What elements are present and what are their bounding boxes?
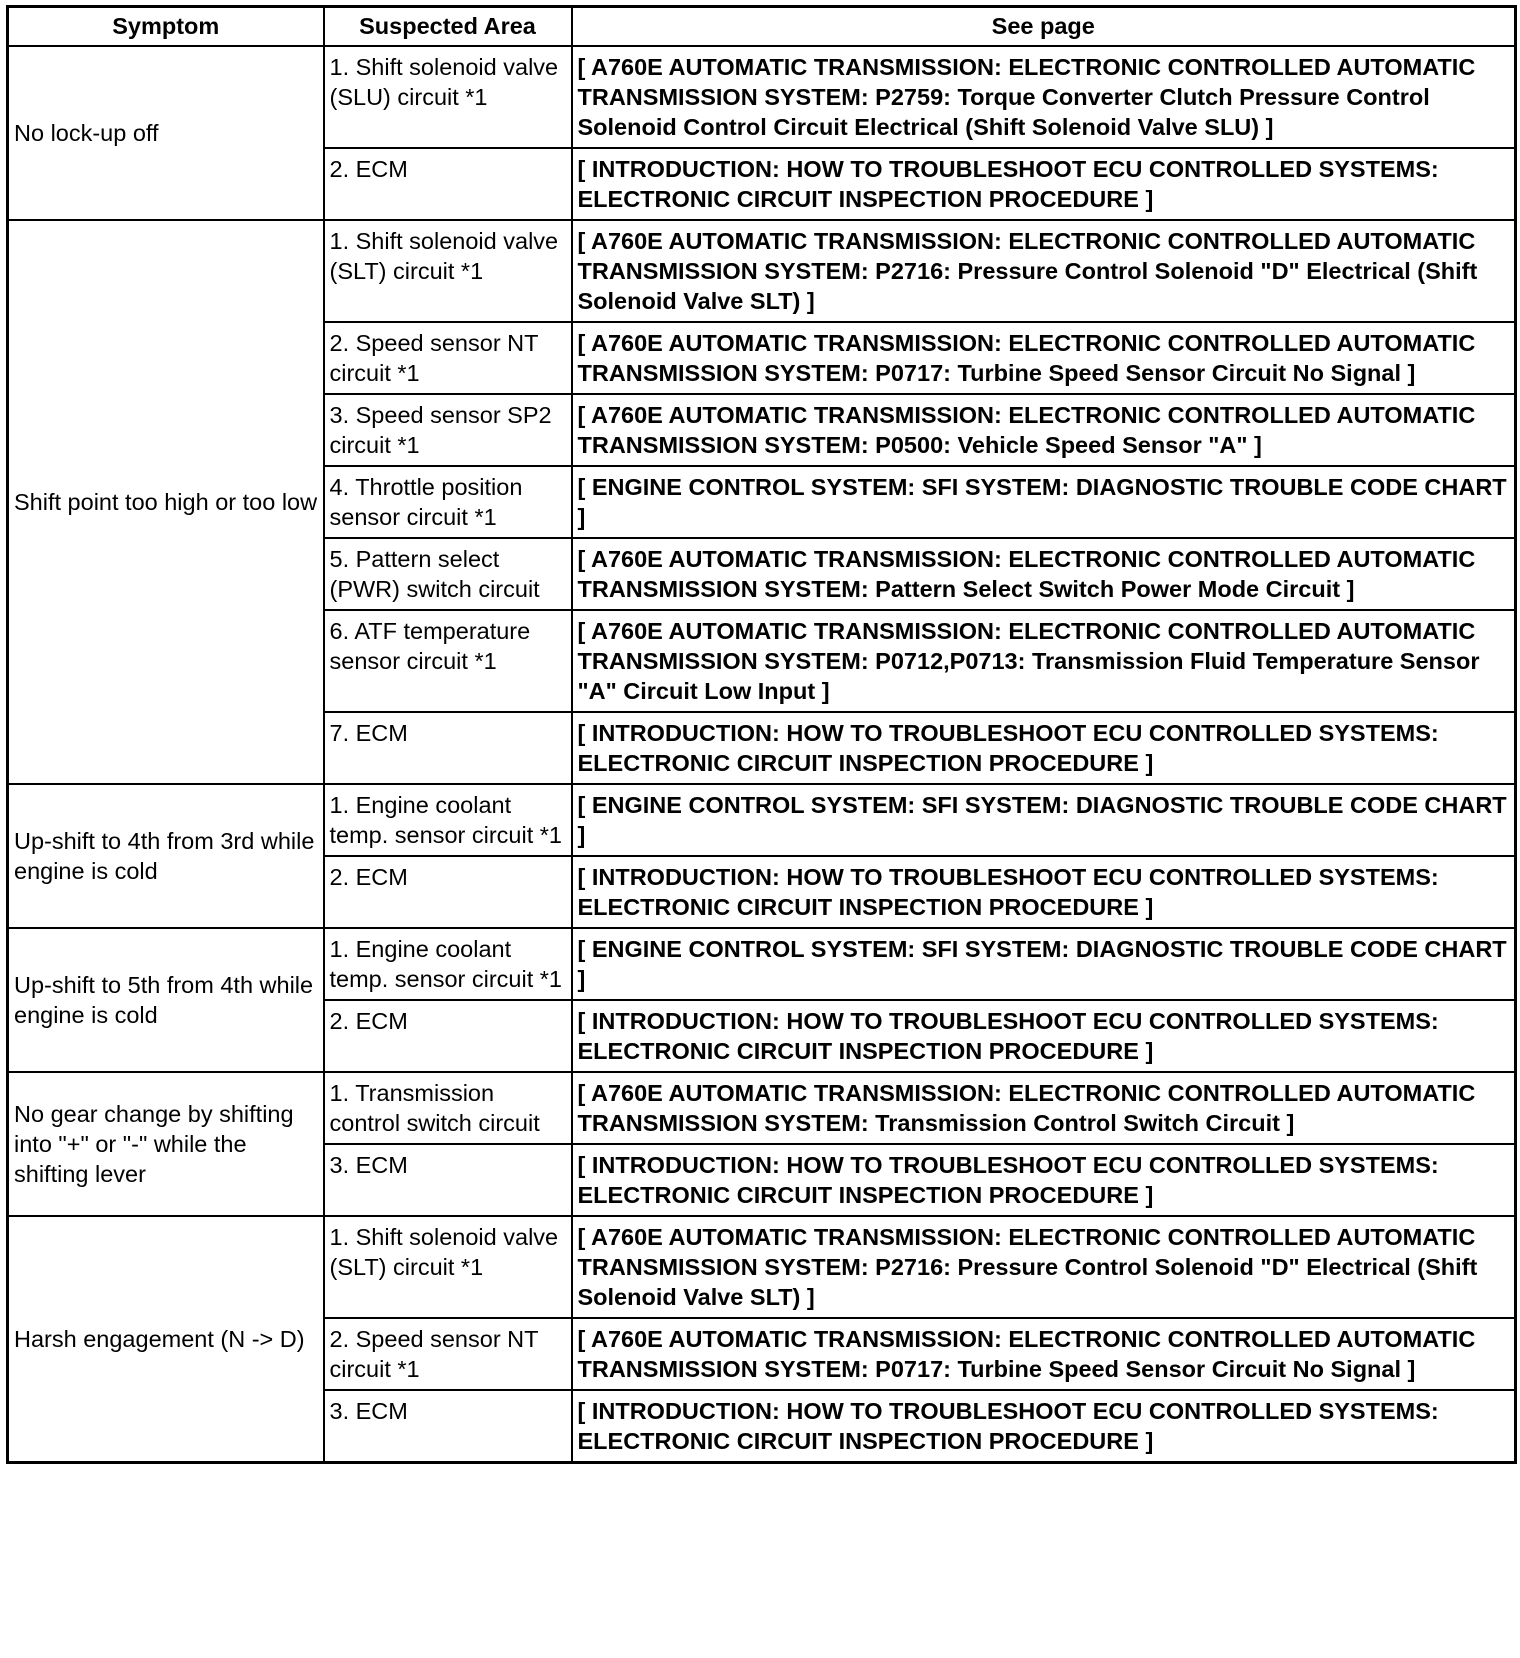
suspected-area-cell: 1. Transmission control switch circuit	[324, 1072, 572, 1144]
suspected-area-cell: 5. Pattern select (PWR) switch circuit	[324, 538, 572, 610]
see-page-reference-cell: [ A760E AUTOMATIC TRANSMISSION: ELECTRONIC CONTROLLED AUTOMATIC TRANSMISSION SYSTEM: P2716: Pressure Control Solenoid "D" Electrical (Shift Solenoid Valve SLT) ]	[572, 220, 1516, 322]
column-header-symptom: Symptom	[8, 7, 324, 47]
suspected-area-cell: 3. ECM	[324, 1144, 572, 1216]
suspected-area-cell: 6. ATF temperature sensor circuit *1	[324, 610, 572, 712]
symptom-cell: Up-shift to 4th from 3rd while engine is cold	[8, 784, 324, 928]
column-header-suspected-area: Suspected Area	[324, 7, 572, 47]
see-page-reference-cell: [ INTRODUCTION: HOW TO TROUBLESHOOT ECU CONTROLLED SYSTEMS: ELECTRONIC CIRCUIT INSPECTION PROCEDURE ]	[572, 148, 1516, 220]
table-row	[8, 1216, 1516, 1318]
see-page-reference-cell: [ INTRODUCTION: HOW TO TROUBLESHOOT ECU CONTROLLED SYSTEMS: ELECTRONIC CIRCUIT INSPECTION PROCEDURE ]	[572, 1144, 1516, 1216]
symptom-cell: Shift point too high or too low	[8, 220, 324, 784]
see-page-reference-cell: [ A760E AUTOMATIC TRANSMISSION: ELECTRONIC CONTROLLED AUTOMATIC TRANSMISSION SYSTEM: P2759: Torque Converter Clutch Pressure Control Solenoid Control Circuit Electrical (Shift Solenoid Valve SLU) ]	[572, 46, 1516, 148]
symptom-cell: No gear change by shifting into "+" or "-" while the shifting lever	[8, 1072, 324, 1216]
see-page-reference-cell: [ A760E AUTOMATIC TRANSMISSION: ELECTRONIC CONTROLLED AUTOMATIC TRANSMISSION SYSTEM: P0717: Turbine Speed Sensor Circuit No Signal ]	[572, 322, 1516, 394]
suspected-area-cell: 4. Throttle position sensor circuit *1	[324, 466, 572, 538]
table-row	[8, 928, 1516, 1000]
suspected-area-cell: 3. Speed sensor SP2 circuit *1	[324, 394, 572, 466]
see-page-reference-cell: [ ENGINE CONTROL SYSTEM: SFI SYSTEM: DIAGNOSTIC TROUBLE CODE CHART ]	[572, 466, 1516, 538]
see-page-reference-cell: [ A760E AUTOMATIC TRANSMISSION: ELECTRONIC CONTROLLED AUTOMATIC TRANSMISSION SYSTEM: P0712,P0713: Transmission Fluid Temperature Sensor "A" Circuit Low Input ]	[572, 610, 1516, 712]
suspected-area-cell: 1. Engine coolant temp. sensor circuit *1	[324, 928, 572, 1000]
see-page-reference-cell: [ A760E AUTOMATIC TRANSMISSION: ELECTRONIC CONTROLLED AUTOMATIC TRANSMISSION SYSTEM: P0717: Turbine Speed Sensor Circuit No Signal ]	[572, 1318, 1516, 1390]
suspected-area-cell: 1. Shift solenoid valve (SLU) circuit *1	[324, 46, 572, 148]
suspected-area-cell: 2. Speed sensor NT circuit *1	[324, 1318, 572, 1390]
table-body	[8, 46, 1516, 1463]
column-header-see-page: See page	[572, 7, 1516, 47]
symptom-cell: No lock-up off	[8, 46, 324, 220]
table-row	[8, 1072, 1516, 1144]
suspected-area-cell: 1. Engine coolant temp. sensor circuit *1	[324, 784, 572, 856]
symptom-cell: Harsh engagement (N -> D)	[8, 1216, 324, 1463]
document-page	[6, 5, 1514, 1653]
table-header-row	[8, 7, 1516, 47]
suspected-area-cell: 2. ECM	[324, 1000, 572, 1072]
suspected-area-cell: 1. Shift solenoid valve (SLT) circuit *1	[324, 1216, 572, 1318]
suspected-area-cell: 2. ECM	[324, 148, 572, 220]
see-page-reference-cell: [ ENGINE CONTROL SYSTEM: SFI SYSTEM: DIAGNOSTIC TROUBLE CODE CHART ]	[572, 784, 1516, 856]
symptom-cell: Up-shift to 5th from 4th while engine is cold	[8, 928, 324, 1072]
table-row	[8, 220, 1516, 322]
suspected-area-cell: 7. ECM	[324, 712, 572, 784]
suspected-area-cell: 1. Shift solenoid valve (SLT) circuit *1	[324, 220, 572, 322]
suspected-area-cell: 2. ECM	[324, 856, 572, 928]
suspected-area-cell: 3. ECM	[324, 1390, 572, 1463]
suspected-area-cell: 2. Speed sensor NT circuit *1	[324, 322, 572, 394]
troubleshooting-table	[6, 5, 1517, 1464]
see-page-reference-cell: [ INTRODUCTION: HOW TO TROUBLESHOOT ECU CONTROLLED SYSTEMS: ELECTRONIC CIRCUIT INSPECTION PROCEDURE ]	[572, 712, 1516, 784]
see-page-reference-cell: [ INTRODUCTION: HOW TO TROUBLESHOOT ECU CONTROLLED SYSTEMS: ELECTRONIC CIRCUIT INSPECTION PROCEDURE ]	[572, 1390, 1516, 1463]
see-page-reference-cell: [ A760E AUTOMATIC TRANSMISSION: ELECTRONIC CONTROLLED AUTOMATIC TRANSMISSION SYSTEM: P2716: Pressure Control Solenoid "D" Electrical (Shift Solenoid Valve SLT) ]	[572, 1216, 1516, 1318]
see-page-reference-cell: [ INTRODUCTION: HOW TO TROUBLESHOOT ECU CONTROLLED SYSTEMS: ELECTRONIC CIRCUIT INSPECTION PROCEDURE ]	[572, 1000, 1516, 1072]
see-page-reference-cell: [ A760E AUTOMATIC TRANSMISSION: ELECTRONIC CONTROLLED AUTOMATIC TRANSMISSION SYSTEM: P0500: Vehicle Speed Sensor "A" ]	[572, 394, 1516, 466]
table-row	[8, 784, 1516, 856]
table-row	[8, 46, 1516, 148]
see-page-reference-cell: [ A760E AUTOMATIC TRANSMISSION: ELECTRONIC CONTROLLED AUTOMATIC TRANSMISSION SYSTEM: Transmission Control Switch Circuit ]	[572, 1072, 1516, 1144]
see-page-reference-cell: [ A760E AUTOMATIC TRANSMISSION: ELECTRONIC CONTROLLED AUTOMATIC TRANSMISSION SYSTEM: Pattern Select Switch Power Mode Circuit ]	[572, 538, 1516, 610]
see-page-reference-cell: [ ENGINE CONTROL SYSTEM: SFI SYSTEM: DIAGNOSTIC TROUBLE CODE CHART ]	[572, 928, 1516, 1000]
see-page-reference-cell: [ INTRODUCTION: HOW TO TROUBLESHOOT ECU CONTROLLED SYSTEMS: ELECTRONIC CIRCUIT INSPECTION PROCEDURE ]	[572, 856, 1516, 928]
